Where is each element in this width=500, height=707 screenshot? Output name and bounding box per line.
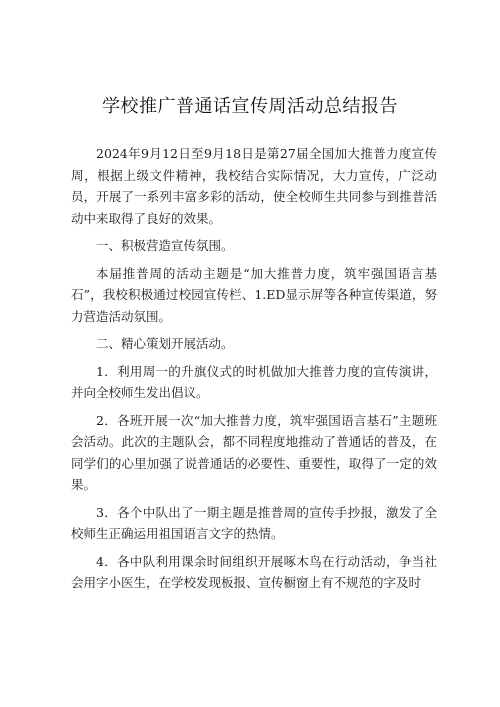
document-title: 学校推广普通话宣传周活动总结报告 bbox=[102, 96, 398, 117]
list-item-2: 2．各班开展一次“加大推普力度，筑牢强国语言基石”主题班会活动。此次的主题队会，都不同程度地推动了普通话的普及，在同学们的心里加强了说普通话的必要性、重要性，取得了一定的效果。 bbox=[71, 412, 437, 492]
list-item-4: 4．各中队利用课余时间组织开展啄木鸟在行动活动，争当社会用字小医生，在学校发现板报、宣传橱窗上有不规范的字及时 bbox=[71, 553, 437, 590]
section-1-heading: 一、积极营造宣传氛围。 bbox=[96, 238, 234, 253]
section-2-heading: 二、精心策划开展活动。 bbox=[96, 336, 234, 351]
list-item-3: 3．各个中队出了一期主题是推普周的宣传手抄报，激发了全校师生正确运用祖国语言文字的热情。 bbox=[71, 504, 437, 541]
document-body bbox=[71, 143, 437, 600]
intro-paragraph: 2024年9月12日至9月18日是第27届全国加大推普力度宣传周，根据上级文件精神，我校结合实际情况，大力宣传，广泛动员，开展了一系列丰富多彩的活动，使全校师生共同参与到推普活动中来取得了良好的效果。 bbox=[71, 146, 437, 226]
section-1-paragraph: 本届推普周的活动主题是“加大推普力度，筑牢强国语言基石”，我校积极通过校园宣传栏、1.ED显示屏等各种宣传渠道，努力营造活动氛围。 bbox=[71, 265, 437, 324]
list-item-1: 1．利用周一的升旗仪式的时机做加大推普力度的宣传演讲，并向全校师生发出倡议。 bbox=[71, 363, 437, 400]
